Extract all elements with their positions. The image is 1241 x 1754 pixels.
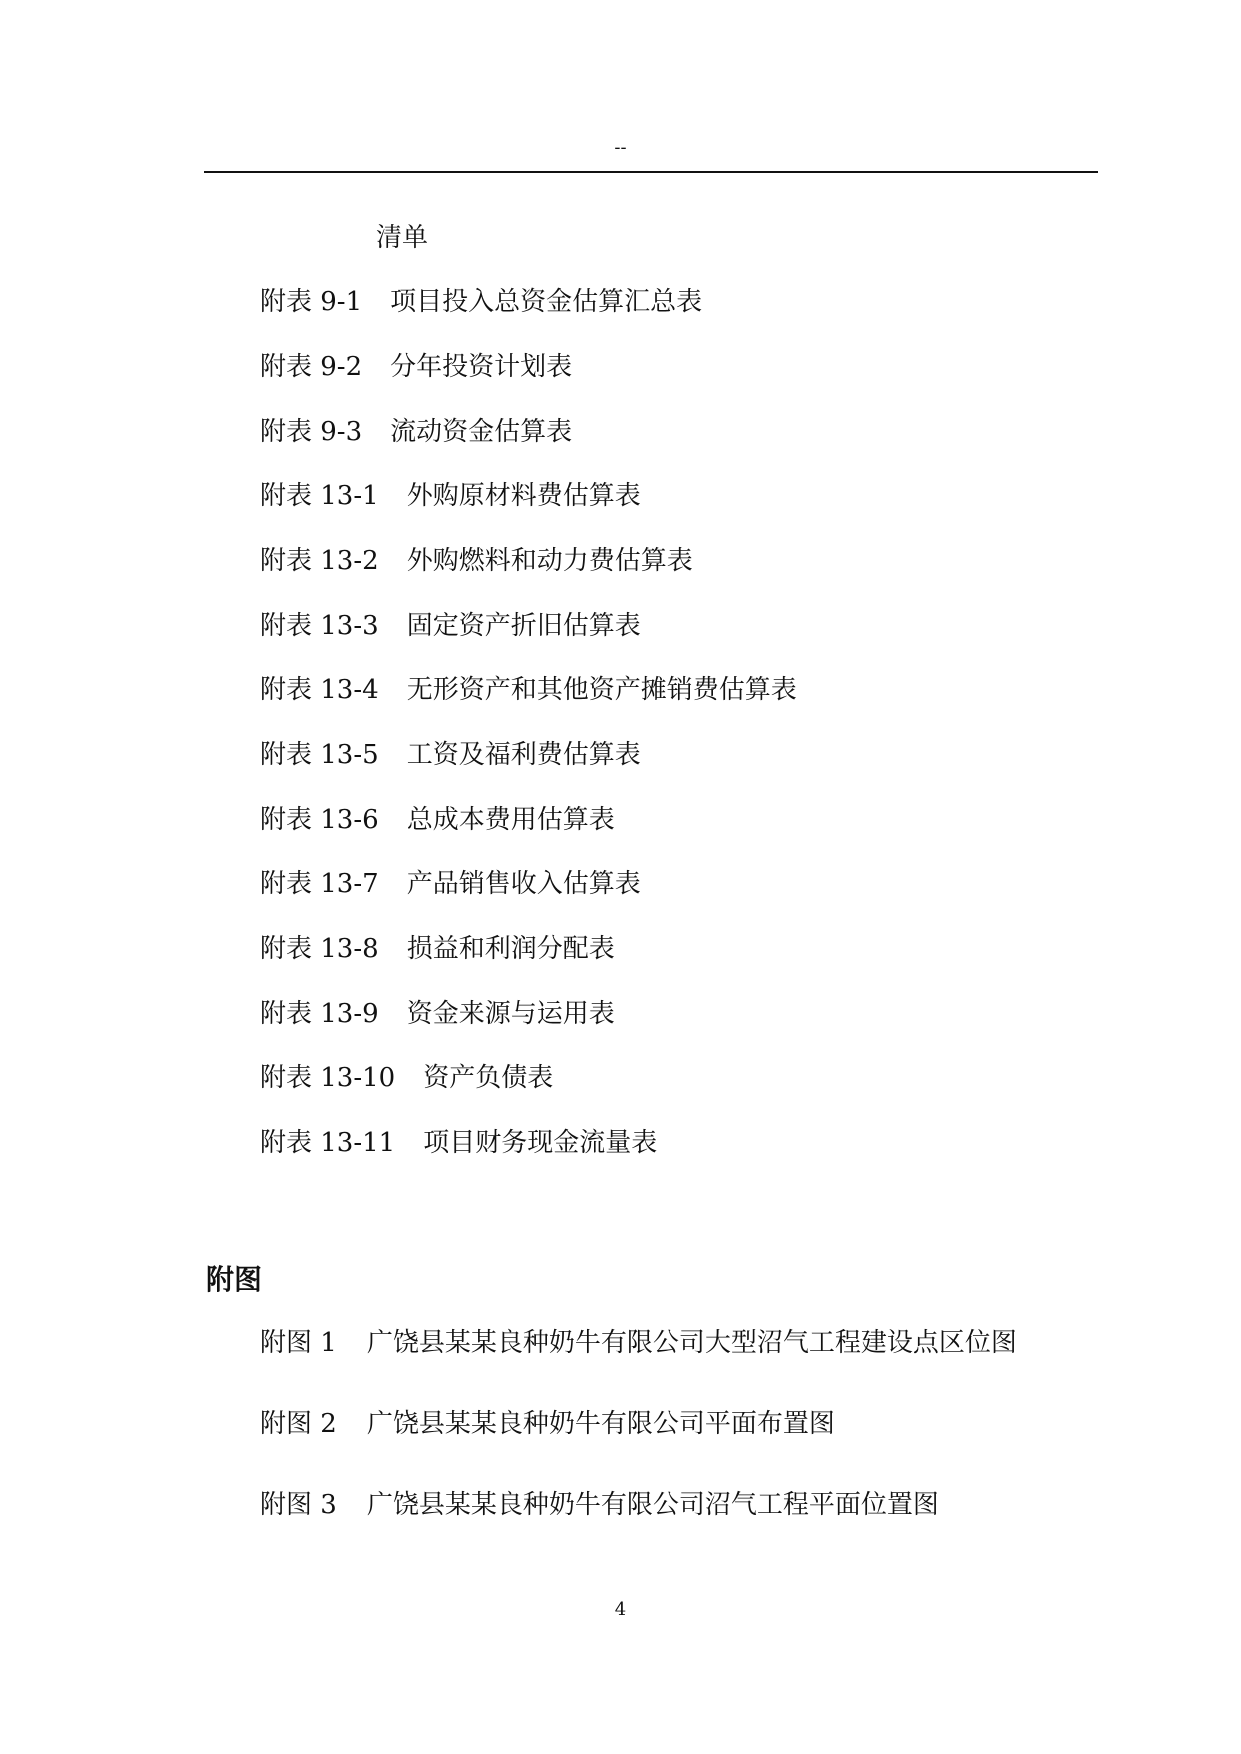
table-title: 固定资产折旧估算表 xyxy=(406,611,641,641)
table-label: 附表 13-3 xyxy=(260,611,379,641)
list-item xyxy=(260,1408,835,1440)
table-title: 外购原材料费估算表 xyxy=(406,481,641,511)
list-item xyxy=(260,1327,1017,1359)
table-title: 资金来源与运用表 xyxy=(406,999,615,1029)
table-label: 附表 9-3 xyxy=(260,417,363,447)
list-item xyxy=(260,545,693,577)
table-title: 产品销售收入估算表 xyxy=(406,869,641,899)
table-title: 资产负债表 xyxy=(423,1063,554,1093)
table-title: 总成本费用估算表 xyxy=(406,805,615,835)
page-number: 4 xyxy=(614,1599,627,1620)
list-item xyxy=(260,804,615,836)
table-label: 附表 13-7 xyxy=(260,869,379,899)
figure-label: 附图 3 xyxy=(260,1490,337,1520)
section-title: 附图 xyxy=(206,1263,263,1296)
header-mark: -- xyxy=(614,137,627,158)
table-label: 附表 13-10 xyxy=(260,1063,396,1093)
table-label: 附表 9-2 xyxy=(260,352,363,382)
list-item xyxy=(260,1062,553,1094)
list-item xyxy=(260,1489,939,1521)
list-item xyxy=(260,610,641,642)
table-title: 外购燃料和动力费估算表 xyxy=(406,546,693,576)
header-rule xyxy=(204,171,1098,173)
table-title: 无形资产和其他资产摊销费估算表 xyxy=(406,675,797,705)
table-label: 附表 9-1 xyxy=(260,287,363,317)
figure-title: 广饶县某某良种奶牛有限公司大型沼气工程建设点区位图 xyxy=(366,1328,1017,1358)
list-item xyxy=(260,933,615,965)
list-item xyxy=(260,868,641,900)
figure-label: 附图 1 xyxy=(260,1328,337,1358)
figure-label: 附图 2 xyxy=(260,1409,337,1439)
table-label: 附表 13-2 xyxy=(260,546,379,576)
table-label: 附表 13-4 xyxy=(260,675,379,705)
continuation-text: 清单 xyxy=(376,223,429,253)
list-item xyxy=(260,286,702,318)
list-item xyxy=(260,416,572,448)
list-item xyxy=(260,351,572,383)
table-title: 工资及福利费估算表 xyxy=(406,740,641,770)
table-label: 附表 13-1 xyxy=(260,481,379,511)
table-label: 附表 13-9 xyxy=(260,999,379,1029)
table-label: 附表 13-8 xyxy=(260,934,379,964)
table-label: 附表 13-11 xyxy=(260,1128,396,1158)
table-title: 损益和利润分配表 xyxy=(406,934,615,964)
list-item xyxy=(260,998,615,1030)
list-item xyxy=(260,739,641,771)
table-title: 流动资金估算表 xyxy=(390,417,573,447)
figure-title: 广饶县某某良种奶牛有限公司平面布置图 xyxy=(366,1409,835,1439)
table-title: 项目财务现金流量表 xyxy=(423,1128,658,1158)
list-item xyxy=(260,480,641,512)
list-item xyxy=(260,1127,657,1159)
table-title: 分年投资计划表 xyxy=(390,352,573,382)
figure-title: 广饶县某某良种奶牛有限公司沼气工程平面位置图 xyxy=(366,1490,939,1520)
table-label: 附表 13-5 xyxy=(260,740,379,770)
table-title: 项目投入总资金估算汇总表 xyxy=(390,287,703,317)
table-label: 附表 13-6 xyxy=(260,805,379,835)
list-item xyxy=(260,674,797,706)
